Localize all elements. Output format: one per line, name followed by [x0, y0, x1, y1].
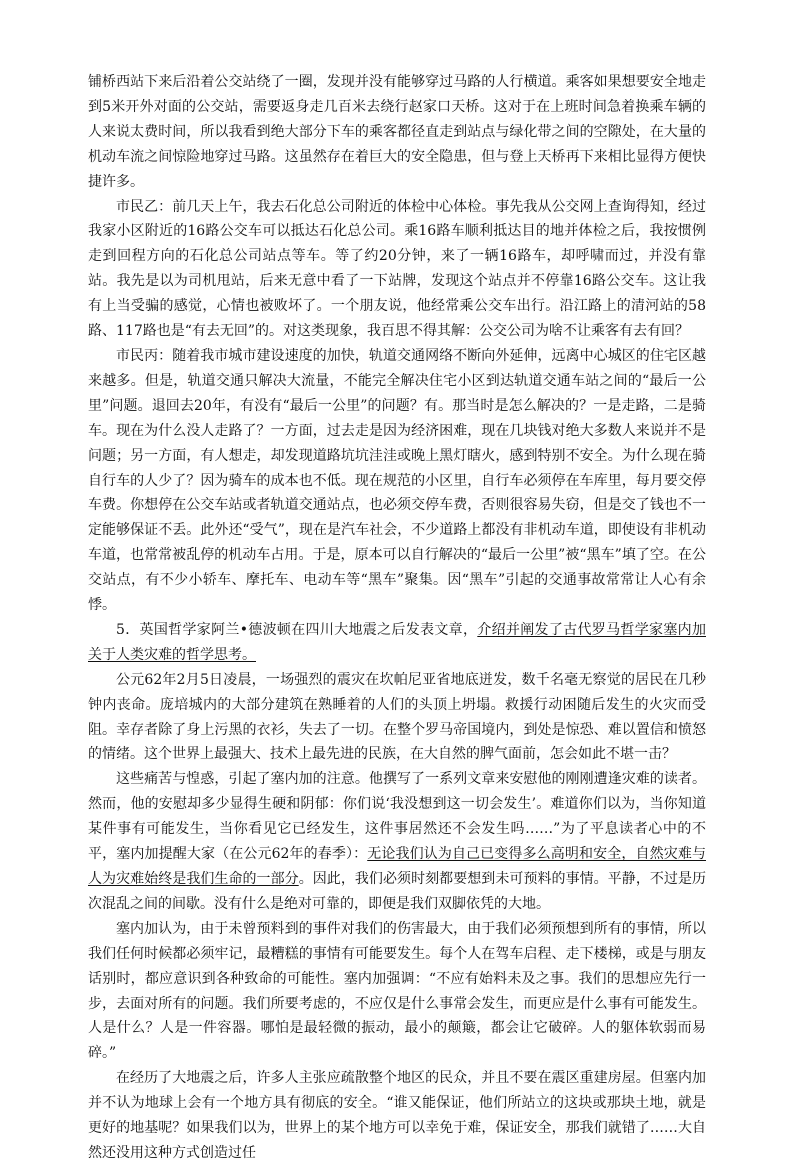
paragraph-after-earthquake: 在经历了大地震之后，许多人主张应疏散整个地区的民众，并且不要在震区重建房屋。但塞内加并不认为地球上会有一个地方具有彻底的安全。“谁又能保证，他们所站立的这块或那块土地，就是更好的地基呢？如果我们以为，世界上的某个地方可以幸免于难，保证安全，那我们就错了……大自然还没用这种方式创造过任	[88, 1070, 706, 1161]
paragraph-seneca-comfort	[88, 767, 706, 916]
paragraph-seneca-text-b: 。因此，我们必须时刻都要想到未可预料的事情。平静，不过是历次混乱之间的间歇。没有什么是绝对可靠的，即便是我们双脚依凭的大地。	[88, 871, 707, 912]
paragraph-earthquake: 公元62年2月5日凌晨，一场强烈的震灾在坎帕尼亚省地底迸发，数千名毫无察觉的居民在几秒钟内丧命。庞培城内的大部分建筑在熟睡着的人们的头顶上坍塌。救援行动困随后发生的火灾而受阻。幸存者除了身上污黑的衣衫，失去了一切。在整个罗马帝国境内，到处是惊恐、难以置信和愤怒的情绪。这个世界上最强大、技术上最先进的民族，在大自然的脾气面前，怎会如此不堪一击？	[88, 671, 706, 763]
paragraph-seneca-text-a: 这些痛苦与惶惑，引起了塞内加的注意。他撰写了一系列文章来安慰他的刚刚遭逢灾难的读者。然而，他的安慰却多少显得生硬和阴郁：你们说‘我没想到这一切会发生’。难道你们以为，当你知道某件事有可能发生，当你看见它已经发生，这件事居然还不会发生吗……”为了平息读者心中的不平，塞内加提醒大家（在公元62年的春季）：	[88, 771, 706, 863]
paragraph-citizen-b: 市民乙：前几天上午，我去石化总公司附近的体检中心体检。事先我从公交网上查询得知，经过我家小区附近的16路公交车可以抵达石化总公司。乘16路车顺利抵达目的地并体检之后，我按惯例走到回程方向的石化总公司站点等车。等了约20分钟，来了一辆16路车，却呼啸而过，并没有靠站。我先是以为司机甩站，后来无意中看了一下站牌，发现这个站点并不停靠16路公交车。这让我有上当受骗的感觉，心情也被败坏了。一个朋友说，他经常乘公交车出行。沿江路上的清河站的58路、117路也是“有去无回”的。对这类现象，我百思不得其解：公交公司为啥不让乘客有去有回？	[88, 198, 706, 340]
paragraph-continued: 铺桥西站下来后沿着公交站绕了一圈，发现并没有能够穿过马路的人行横道。乘客如果想要安全地走到5米开外对面的公交站，需要返身走几百米去绕行赵家口天桥。这对于在上班时间急着换乘车辆的人来说太费时间，所以我看到绝大部分下车的乘客都径直走到站点与绿化带之间的空隙处，在大量的机动车流之间惊险地穿过马路。这虽然存在着巨大的安全隐患，但与登上天桥再下来相比显得方便快捷许多。	[88, 74, 706, 190]
question-intro-underlined: 介绍并阐发了古代罗马哲学家塞内加关于人类灾难的哲学思考。	[88, 621, 706, 663]
question-5-intro	[88, 618, 706, 668]
question-number: 5．	[116, 621, 140, 638]
paragraph-seneca-view: 塞内加认为，由于未曾预料到的事件对我们的伤害最大，由于我们必须预想到所有的事情，所以我们任何时候都必须牢记，最糟糕的事情有可能要发生。每个人在驾车启程、走下楼梯，或是与朋友话别时，都应意识到各种致命的可能性。塞内加强调：“不应有始料未及之事。我们的思想应先行一步，去面对所有的问题。我们所要考虑的，不应仅是什么事常会发生，而更应是什么事有可能发生。人是什么？人是一件容器。哪怕是最轻微的振动，最小的颠簸，都会让它破碎。人的躯体软弱而易碎。”	[88, 920, 706, 1062]
document-page	[88, 70, 706, 1166]
question-intro-text: 英国哲学家阿兰•德波顿在四川大地震之后发表文章，	[139, 621, 478, 638]
paragraph-citizen-c: 市民丙：随着我市城市建设速度的加快，轨道交通网络不断向外延伸，远离中心城区的住宅区越来越多。但是，轨道交通只解决大流量，不能完全解决住宅小区到达轨道交通车站之间的“最后一公里”问题。退回去20年，有没有“最后一公里”的问题？有。那当时是怎么解决的？一是走路，二是骑车。现在为什么没人走路了？一方面，过去走是因为经济困难，现在几块钱对绝大多数人来说并不是问题；另一方面，有人想走，却发现道路坑坑洼洼或晚上黑灯瞎火，感到特别不安全。为什么现在骑自行车的人少了？因为骑车的成本也不低。现在规范的小区里，自行车必须停在车库里，每月要交停车费。你想停在公交车站或者轨道交通站点，也必须交停车费，否则很容易失窃，但是交了钱也不一定能够保证不丢。此外还“受气”，现在是汽车社会，不少道路上都没有非机动车道，即使设有非机动车道，也常常被乱停的机动车占用。于是，原本可以自行解决的“最后一公里”被“黑车”填了空。在公交站点，有不少小轿车、摩托车、电动车等“黑车”聚集。因“黑车”引起的交通事故常常让人心有余悸。	[88, 347, 706, 614]
underlined-sentence: 无论我们认为自己已变得多么高明和安全，自然灾难与人为灾难始终是我们生命的一部分	[88, 846, 706, 887]
